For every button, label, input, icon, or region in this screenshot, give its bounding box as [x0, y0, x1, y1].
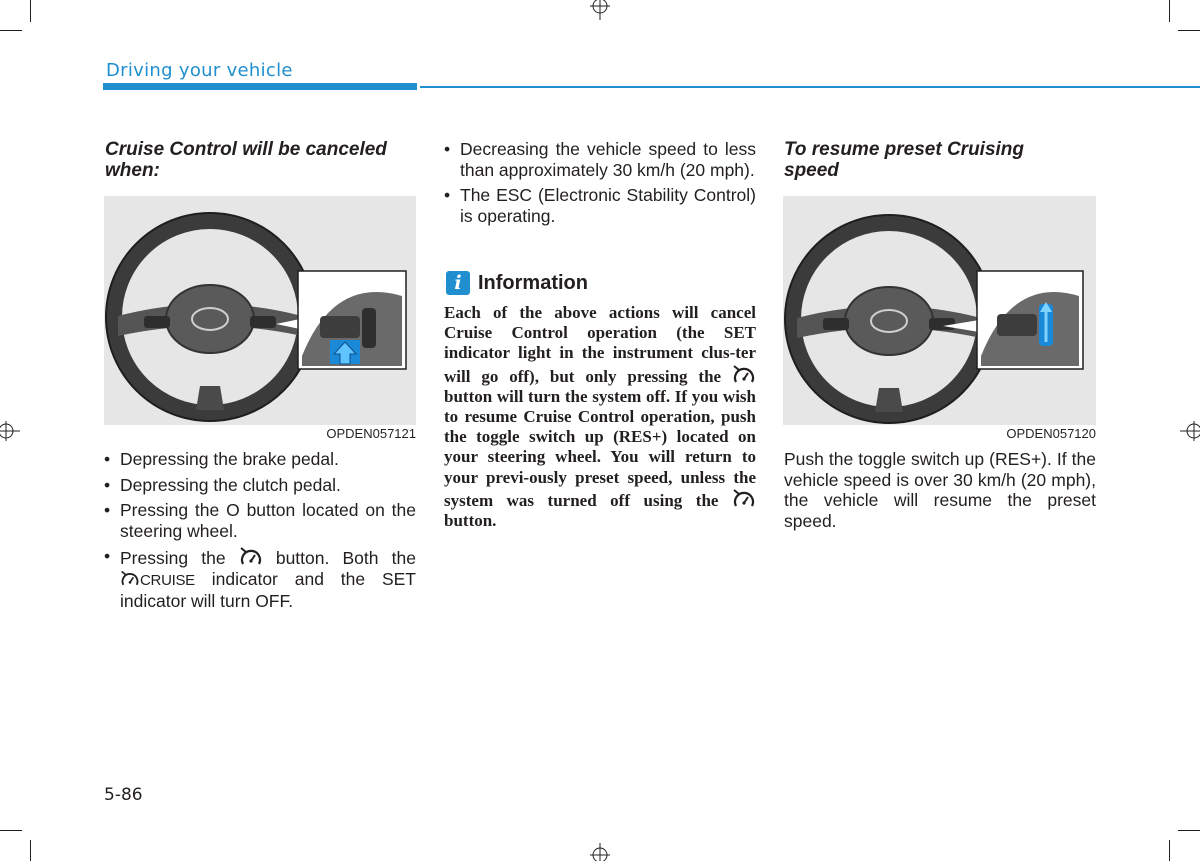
info-title: Information [478, 271, 588, 294]
list-item: • Pressing the O button located on the steering wheel. [104, 500, 416, 541]
crop-mark [1178, 830, 1200, 831]
crop-mark [0, 30, 22, 31]
figure-caption: OPDEN057120 [1006, 426, 1096, 441]
cruise-control-icon [120, 569, 140, 589]
crop-mark [1178, 30, 1200, 31]
information-icon: i [446, 271, 470, 295]
crop-mark [1169, 0, 1170, 22]
list-item: • Depressing the brake pedal. [104, 449, 416, 470]
header-rule [420, 86, 1200, 88]
crop-mark [30, 840, 31, 861]
registration-mark [587, 843, 613, 861]
steering-wheel-figure-cancel [104, 196, 416, 425]
cruise-indicator [120, 569, 195, 589]
list-item: • Depressing the clutch pedal. [104, 475, 416, 496]
registration-mark [587, 0, 613, 20]
col1-heading: Cruise Control will be canceled when: [105, 139, 387, 181]
section-title: Driving your vehicle [106, 60, 293, 81]
cruise-word: CRUISE [140, 571, 195, 589]
figure-caption: OPDEN057121 [326, 426, 416, 441]
list-item: • The ESC (Electronic Stability Control) is operating. [444, 185, 756, 226]
col1-bullets [104, 449, 416, 617]
crop-mark [0, 830, 22, 831]
registration-mark [1180, 418, 1200, 444]
crop-mark [1169, 840, 1170, 861]
text-segment: Each of the above actions will cancel Cruise Control operation (the SET indicator light in the instrument clus-ter will go off), but only pressing the [444, 303, 756, 386]
page-number: 5-86 [104, 785, 143, 805]
cruise-control-icon [732, 488, 756, 510]
text-segment: Pressing the [120, 548, 226, 568]
registration-mark [0, 418, 20, 444]
text-segment: button will turn the system off. If you wish to resume Cruise Control operation, push the toggle switch up (RES+) located on your steering wheel. You will return to your previ-ously preset speed, unless the system was turned off using the [444, 386, 756, 510]
info-header [446, 271, 588, 295]
text-segment: indicator and the SET indicator will turn OFF. [120, 568, 416, 611]
text-segment: button. [444, 511, 497, 531]
col3-heading: To resume preset Cruising speed [784, 139, 1025, 181]
cruise-control-icon [732, 364, 756, 386]
info-paragraph [444, 303, 756, 531]
col3-paragraph: Push the toggle switch up (RES+). If the vehicle speed is over 30 km/h (20 mph), the vehicle will resume the preset speed. [784, 449, 1096, 531]
steering-wheel-figure-resume [783, 196, 1096, 425]
header-rule [103, 83, 417, 90]
cruise-control-icon [239, 546, 263, 568]
list-item [104, 546, 416, 612]
crop-mark [30, 0, 31, 22]
col2-bullets [444, 139, 756, 231]
list-item: • Decreasing the vehicle speed to less than approximately 30 km/h (20 mph). [444, 139, 756, 180]
text-segment: button. Both the [275, 548, 416, 568]
